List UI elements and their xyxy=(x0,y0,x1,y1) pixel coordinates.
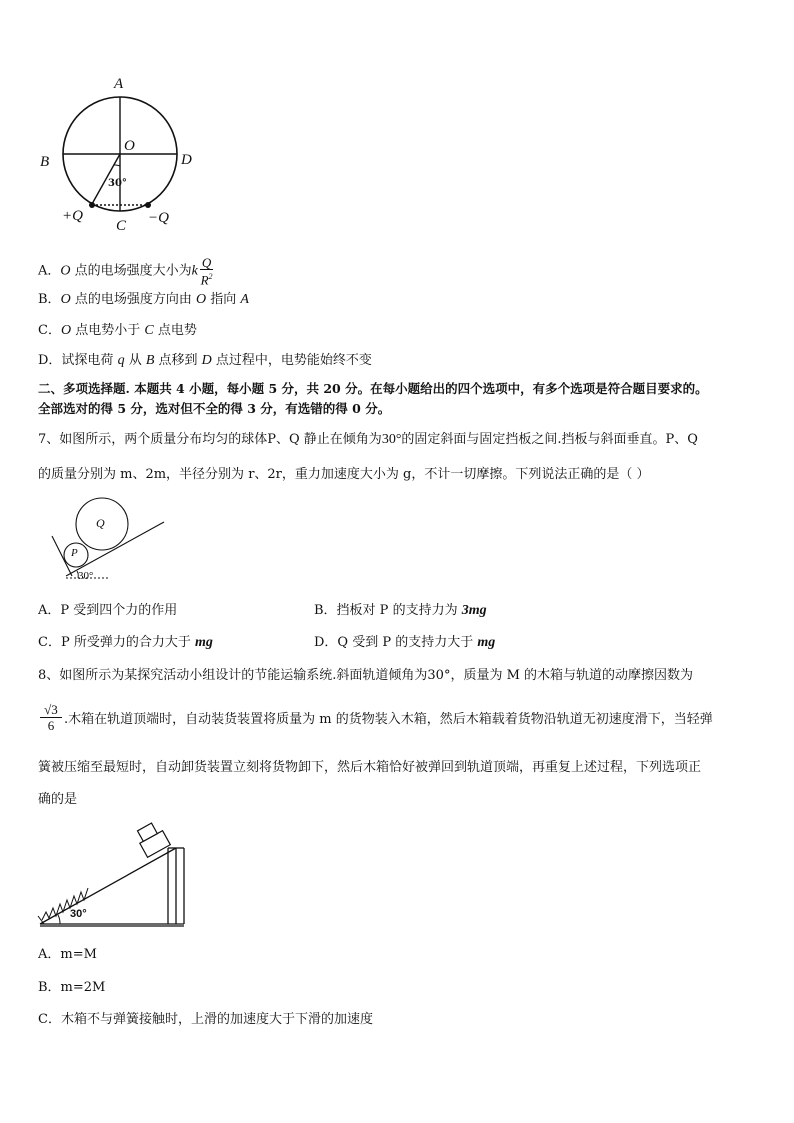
label-angle: 30° xyxy=(108,178,127,189)
q8-option-a: A．m=M xyxy=(38,947,97,962)
q6-option-c: C．O 点电势小于 C 点电势 xyxy=(38,323,197,338)
label-angle-30: 30° xyxy=(78,570,94,582)
plus-charge-dot xyxy=(89,202,95,208)
fraction-denominator: 6 xyxy=(47,718,55,733)
figure-incline-spring xyxy=(36,820,186,930)
section-2-instructions-line2: 全部选对的得 5 分，选对但不全的得 3 分，有选错的得 0 分。 xyxy=(38,401,391,416)
q7-option-c: C．P 所受弹力的合力大于 mg xyxy=(38,635,213,650)
incline-spring-diagram xyxy=(36,820,186,930)
q8-stem-line3: 簧被压缩至最短时，自动卸货装置立刻将货物卸下，然后木箱恰好被弹回到轨道顶端，再重复上述过程，下列选项正 xyxy=(38,760,702,775)
q8-option-c: C．木箱不与弹簧接触时，上滑的加速度大于下滑的加速度 xyxy=(38,1012,373,1027)
q6-option-d: D．试探电荷 q 从 B 点移到 D 点过程中，电势能始终不变 xyxy=(38,353,372,368)
label-B: B xyxy=(40,154,50,170)
q6-option-b: B．O 点的电场强度方向由 O 指向 A xyxy=(38,292,249,307)
label-D: D xyxy=(181,152,192,168)
q7-stem-line1: 7、如图所示，两个质量分布均匀的球体P、Q 静止在倾角为30°的固定斜面与固定挡板之间.挡板与斜面垂直。P、Q xyxy=(38,432,698,447)
fraction-q-over-r2: $\frac{Q}{R^2}$ xyxy=(200,255,213,288)
label-C: C xyxy=(116,218,127,234)
q6-option-a: A．O 点的电场强度大小为k $\frac{Q}{R^2}$ xyxy=(38,255,213,288)
fraction-numerator: √3 xyxy=(40,702,62,718)
section-2-instructions-line1: 二、多项选择题. 本题共 4 小题，每小题 5 分，共 20 分。在每小题给出的四个选项中，有多个选项是符合题目要求的。 xyxy=(38,381,708,396)
minus-charge-dot xyxy=(145,202,151,208)
label-O: O xyxy=(124,138,135,154)
label-A: A xyxy=(114,76,124,92)
q8-stem-line1: 8、如图所示为某探究活动小组设计的节能运输系统.斜面轨道倾角为30°，质量为 M 的木箱与轨道的动摩擦因数为 xyxy=(38,668,694,683)
spheres-diagram xyxy=(40,492,170,588)
q7-stem-line2: 的质量分别为 m、2m，半径分别为 r、2r，重力加速度大小为 g，不计一切摩擦。下列说法正确的是（ ） xyxy=(38,467,650,482)
q8-option-b: B．m=2M xyxy=(38,980,106,995)
figure-circle xyxy=(30,70,220,240)
q7-option-a: A．P 受到四个力的作用 xyxy=(38,603,178,618)
q8-friction-fraction xyxy=(40,702,62,734)
q7-option-d: D．Q 受到 P 的支持力大于 mg xyxy=(314,635,496,650)
label-angle-30: 30° xyxy=(70,908,87,920)
label-minus-q: −Q xyxy=(148,210,169,226)
label-q: Q xyxy=(96,516,105,530)
q7-option-b: B．挡板对 P 的支持力为 3mg xyxy=(314,603,487,618)
label-plus-q: +Q xyxy=(62,208,83,224)
label-p: P xyxy=(71,547,78,559)
q8-stem-line4: 确的是 xyxy=(38,792,78,807)
q8-stem-line2: .木箱在轨道顶端时，自动装货装置将质量为 m 的货物装入木箱，然后木箱载着货物沿轨道无初速度滑下，当轻弹 xyxy=(64,712,713,727)
figure-spheres-incline xyxy=(40,492,170,588)
